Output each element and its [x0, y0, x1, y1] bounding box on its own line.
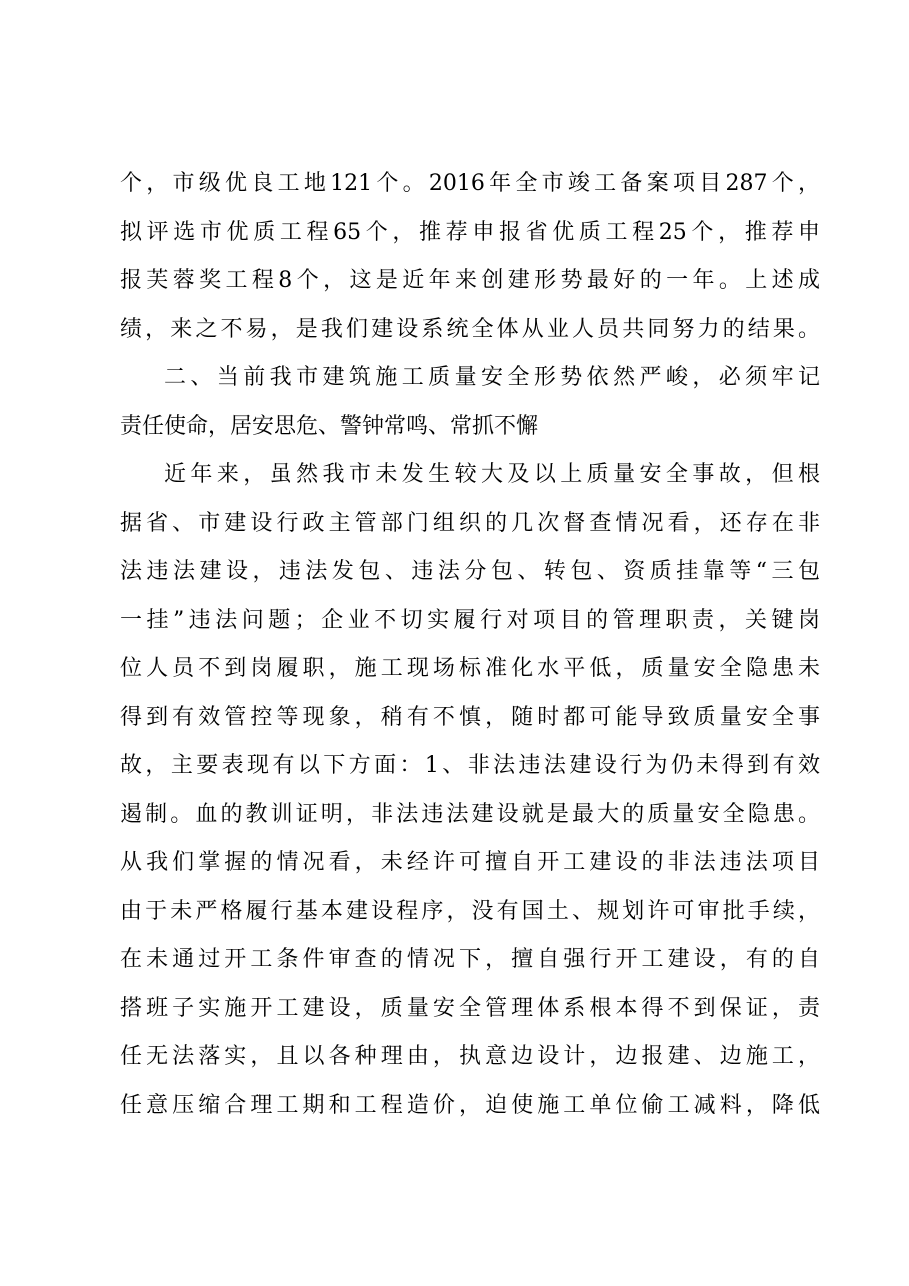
text-line: 得到有效管控等现象，稍有不慎，随时都可能导致质量安全事 — [120, 704, 820, 730]
text-line: 故，主要表现有以下方面：1、非法违法建设行为仍未得到有效 — [120, 753, 820, 778]
section-heading-line: 二、当前我市建筑施工质量安全形势依然严峻，必须牢记 — [164, 365, 820, 390]
text-line: 在未通过开工条件审查的情况下，擅自强行开工建设，有的自 — [120, 947, 820, 972]
document-body — [120, 160, 820, 1130]
text-line: 位人员不到岗履职，施工现场标准化水平低，质量安全隐患未 — [120, 656, 820, 681]
text-line: 从我们掌握的情况看，未经许可擅自开工建设的非法违法项目 — [120, 850, 820, 875]
section-heading-line: 责任使命，居安思危、警钟常鸣、常抓不懈 — [120, 413, 539, 439]
text-line: 任无法落实，且以各种理由，执意边设计，边报建、边施工， — [120, 1044, 820, 1069]
text-line: 搭班子实施开工建设，质量安全管理体系根本得不到保证，责 — [120, 995, 820, 1021]
text-line: 拟评选市优质工程65个，推荐申报省优质工程25个，推荐申 — [120, 219, 820, 245]
text-line: 遏制。血的教训证明，非法违法建设就是最大的质量安全隐患。 — [120, 801, 820, 827]
text-line: 由于未严格履行基本建设程序，没有国土、规划许可审批手续， — [120, 898, 820, 924]
text-line: 法违法建设，违法发包、违法分包、转包、资质挂靠等“三包 — [120, 559, 820, 584]
text-line: 个，市级优良工地121个。2016年全市竣工备案项目287个， — [120, 171, 820, 196]
text-line: 一挂”违法问题；企业不切实履行对项目的管理职责，关键岗 — [120, 607, 820, 633]
text-line: 据省、市建设行政主管部门组织的几次督查情况看，还存在非 — [120, 510, 820, 536]
text-line: 绩，来之不易，是我们建设系统全体从业人员共同努力的结果。 — [120, 316, 820, 342]
text-line: 报芙蓉奖工程8个，这是近年来创建形势最好的一年。上述成 — [120, 268, 820, 293]
paragraph-first-line: 近年来，虽然我市未发生较大及以上质量安全事故，但根 — [164, 462, 820, 487]
text-line: 任意压缩合理工期和工程造价，迫使施工单位偷工减料，降低 — [120, 1092, 820, 1118]
